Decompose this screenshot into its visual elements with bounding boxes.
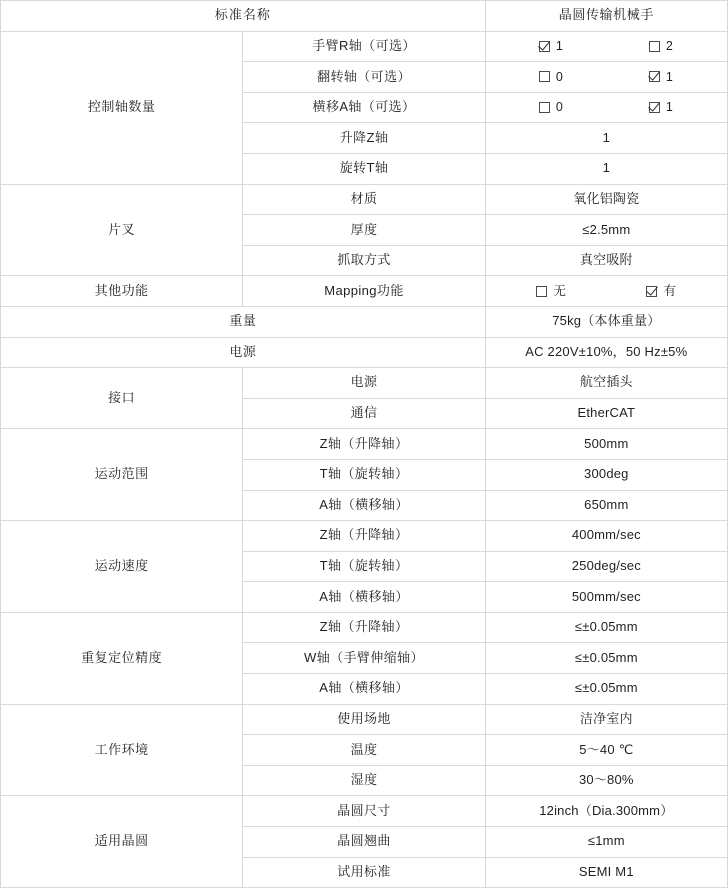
row-label: T轴（旋转轴） [243, 459, 485, 490]
row-value: 5～40 ℃ [485, 735, 727, 766]
row-value: 真空吸附 [485, 245, 727, 276]
header-label: 标准名称 [1, 1, 486, 32]
row-value: 1 [485, 123, 727, 154]
checkbox-unchecked-icon[interactable] [536, 286, 547, 297]
row-value: ≤±0.05mm [485, 643, 727, 674]
category-label: 其他功能 [1, 276, 243, 307]
table-row [1, 612, 728, 643]
choice-label: 有 [663, 284, 677, 299]
row-value: 洁净室内 [485, 704, 727, 735]
row-value: ≤±0.05mm [485, 612, 727, 643]
choice-label: 2 [665, 39, 673, 54]
choice-label: 1 [555, 39, 563, 54]
row-value: 250deg/sec [485, 551, 727, 582]
row-label: 重量 [1, 306, 486, 337]
row-value [485, 92, 727, 123]
choice-option[interactable] [496, 283, 606, 299]
row-value: 400mm/sec [485, 521, 727, 552]
row-label: Z轴（升降轴） [243, 612, 485, 643]
category-label: 适用晶圆 [1, 796, 243, 888]
row-label: A轴（横移轴） [243, 674, 485, 705]
category-label: 运动速度 [1, 521, 243, 613]
checkbox-checked-icon[interactable] [539, 41, 550, 52]
row-label: 试用标准 [243, 857, 485, 888]
category-label: 控制轴数量 [1, 31, 243, 184]
row-value: SEMI M1 [485, 857, 727, 888]
row-label: 温度 [243, 735, 485, 766]
table-row [1, 306, 728, 337]
row-label: 手臂R轴（可选） [243, 31, 485, 62]
choice-group [486, 283, 727, 299]
row-label: 横移A轴（可选） [243, 92, 485, 123]
choice-option[interactable] [496, 69, 606, 85]
row-value: ≤±0.05mm [485, 674, 727, 705]
checkbox-checked-icon[interactable] [649, 102, 660, 113]
table-row [1, 184, 728, 215]
table-header-row [1, 1, 728, 32]
choice-option[interactable] [606, 69, 716, 85]
row-value: ≤1mm [485, 827, 727, 858]
checkbox-unchecked-icon[interactable] [539, 71, 550, 82]
table-row [1, 368, 728, 399]
choice-label: 1 [665, 100, 673, 115]
row-label: 翻转轴（可选） [243, 62, 485, 93]
choice-group [486, 69, 727, 85]
row-label: 电源 [243, 368, 485, 399]
choice-option[interactable] [606, 283, 716, 299]
choice-option[interactable] [606, 99, 716, 115]
row-value: 航空插头 [485, 368, 727, 399]
header-value: 晶圆传输机械手 [485, 1, 727, 32]
row-label: 晶圆尺寸 [243, 796, 485, 827]
row-label: 升降Z轴 [243, 123, 485, 154]
row-label: 通信 [243, 398, 485, 429]
row-label: 厚度 [243, 215, 485, 246]
table-row [1, 521, 728, 552]
row-value: 30～80% [485, 765, 727, 796]
row-value: 500mm/sec [485, 582, 727, 613]
row-label: Z轴（升降轴） [243, 429, 485, 460]
row-label: Z轴（升降轴） [243, 521, 485, 552]
category-label: 接口 [1, 368, 243, 429]
row-label: 电源 [1, 337, 486, 368]
checkbox-checked-icon[interactable] [649, 71, 660, 82]
choice-option[interactable] [496, 99, 606, 115]
row-label: 抓取方式 [243, 245, 485, 276]
choice-label: 1 [665, 69, 673, 84]
table-row [1, 276, 728, 307]
choice-option[interactable] [496, 38, 606, 54]
row-label: T轴（旋转轴） [243, 551, 485, 582]
table-row [1, 337, 728, 368]
row-label: A轴（横移轴） [243, 490, 485, 521]
table-row [1, 429, 728, 460]
category-label: 运动范围 [1, 429, 243, 521]
checkbox-checked-icon[interactable] [646, 286, 657, 297]
table-row [1, 704, 728, 735]
category-label: 工作环境 [1, 704, 243, 796]
row-value: 300deg [485, 459, 727, 490]
row-value [485, 62, 727, 93]
category-label: 片叉 [1, 184, 243, 276]
choice-group [486, 38, 727, 54]
choice-label: 0 [555, 100, 563, 115]
table-row [1, 31, 728, 62]
row-value: 1 [485, 153, 727, 184]
row-label: 旋转T轴 [243, 153, 485, 184]
row-value: 氧化铝陶瓷 [485, 184, 727, 215]
choice-group [486, 99, 727, 115]
row-value [485, 276, 727, 307]
row-label: 材质 [243, 184, 485, 215]
row-value: EtherCAT [485, 398, 727, 429]
row-value: 650mm [485, 490, 727, 521]
choice-option[interactable] [606, 38, 716, 54]
row-label: 湿度 [243, 765, 485, 796]
row-label: A轴（横移轴） [243, 582, 485, 613]
row-value: 12inch（Dia.300mm） [485, 796, 727, 827]
checkbox-unchecked-icon[interactable] [539, 102, 550, 113]
choice-label: 0 [555, 69, 563, 84]
row-value: 75kg（本体重量） [485, 306, 727, 337]
checkbox-unchecked-icon[interactable] [649, 41, 660, 52]
row-label: 晶圆翘曲 [243, 827, 485, 858]
row-label: Mapping功能 [243, 276, 485, 307]
row-label: W轴（手臂伸缩轴） [243, 643, 485, 674]
category-label: 重复定位精度 [1, 612, 243, 704]
row-value: AC 220V±10%，50 Hz±5% [485, 337, 727, 368]
row-value: ≤2.5mm [485, 215, 727, 246]
row-value [485, 31, 727, 62]
choice-label: 无 [553, 284, 567, 299]
table-row [1, 796, 728, 827]
row-label: 使用场地 [243, 704, 485, 735]
row-value: 500mm [485, 429, 727, 460]
